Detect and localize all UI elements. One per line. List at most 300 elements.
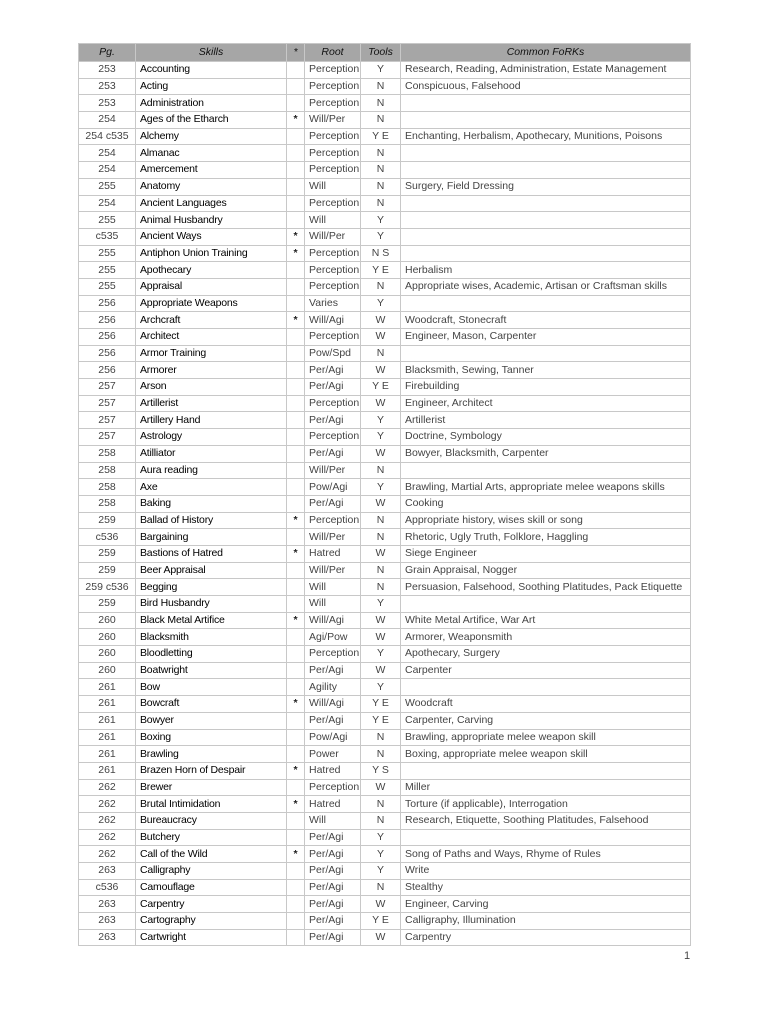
- row-forks: [401, 679, 691, 696]
- row-root: Perception: [305, 245, 361, 262]
- row-skill: Cartography: [136, 913, 287, 930]
- row-page: 263: [79, 896, 136, 913]
- row-star: [287, 445, 305, 462]
- row-forks: Rhetoric, Ugly Truth, Folklore, Haggling: [401, 529, 691, 546]
- row-tools: N S: [361, 245, 401, 262]
- row-root: Hatred: [305, 762, 361, 779]
- table-row: [79, 312, 691, 329]
- row-forks: Bowyer, Blacksmith, Carpenter: [401, 445, 691, 462]
- row-root: Perception: [305, 78, 361, 95]
- row-star: [287, 95, 305, 112]
- row-star: [287, 679, 305, 696]
- table-row: [79, 329, 691, 346]
- row-root: Perception: [305, 145, 361, 162]
- row-page: 261: [79, 679, 136, 696]
- row-page: 257: [79, 412, 136, 429]
- row-forks: Blacksmith, Sewing, Tanner: [401, 362, 691, 379]
- row-forks: [401, 145, 691, 162]
- row-skill: Beer Appraisal: [136, 562, 287, 579]
- row-page: 255: [79, 262, 136, 279]
- row-forks: Engineer, Mason, Carpenter: [401, 329, 691, 346]
- row-root: Perception: [305, 128, 361, 145]
- row-forks: Boxing, appropriate melee weapon skill: [401, 746, 691, 763]
- row-tools: Y: [361, 479, 401, 496]
- row-root: Will: [305, 178, 361, 195]
- row-forks: Research, Reading, Administration, Estate Management: [401, 62, 691, 79]
- row-tools: Y: [361, 429, 401, 446]
- row-star: [287, 913, 305, 930]
- row-skill: Artillerist: [136, 395, 287, 412]
- table-row: [79, 62, 691, 79]
- row-tools: N: [361, 112, 401, 129]
- row-tools: N: [361, 746, 401, 763]
- row-page: 258: [79, 462, 136, 479]
- row-forks: Cooking: [401, 495, 691, 512]
- table-row: [79, 295, 691, 312]
- table-row: [79, 729, 691, 746]
- row-tools: Y: [361, 646, 401, 663]
- row-star: *: [287, 545, 305, 562]
- table-row: [79, 228, 691, 245]
- row-skill: Administration: [136, 95, 287, 112]
- row-page: 256: [79, 362, 136, 379]
- row-star: [287, 596, 305, 613]
- table-row: [79, 212, 691, 229]
- table-row: [79, 579, 691, 596]
- row-page: 259: [79, 596, 136, 613]
- row-star: *: [287, 245, 305, 262]
- row-tools: Y: [361, 863, 401, 880]
- row-skill: Bargaining: [136, 529, 287, 546]
- row-skill: Cartwright: [136, 929, 287, 946]
- table-row: [79, 112, 691, 129]
- row-root: Will/Per: [305, 462, 361, 479]
- row-skill: Archcraft: [136, 312, 287, 329]
- row-forks: Woodcraft: [401, 696, 691, 713]
- row-page: 256: [79, 329, 136, 346]
- table-row: [79, 863, 691, 880]
- row-skill: Acting: [136, 78, 287, 95]
- row-root: Per/Agi: [305, 879, 361, 896]
- table-row: [79, 746, 691, 763]
- row-root: Agility: [305, 679, 361, 696]
- row-skill: Boatwright: [136, 662, 287, 679]
- row-forks: Conspicuous, Falsehood: [401, 78, 691, 95]
- row-star: [287, 929, 305, 946]
- row-forks: Armorer, Weaponsmith: [401, 629, 691, 646]
- row-skill: Carpentry: [136, 896, 287, 913]
- row-star: [287, 479, 305, 496]
- row-page: 255: [79, 212, 136, 229]
- table-row: [79, 829, 691, 846]
- table-row: [79, 128, 691, 145]
- row-star: [287, 879, 305, 896]
- row-tools: W: [361, 662, 401, 679]
- row-skill: Ballad of History: [136, 512, 287, 529]
- row-forks: [401, 295, 691, 312]
- row-skill: Antiphon Union Training: [136, 245, 287, 262]
- row-root: Will/Per: [305, 529, 361, 546]
- row-tools: N: [361, 278, 401, 295]
- row-star: *: [287, 512, 305, 529]
- table-row: [79, 562, 691, 579]
- row-tools: W: [361, 362, 401, 379]
- row-skill: Appraisal: [136, 278, 287, 295]
- row-page: 256: [79, 312, 136, 329]
- row-star: [287, 329, 305, 346]
- row-skill: Begging: [136, 579, 287, 596]
- row-skill: Armorer: [136, 362, 287, 379]
- row-forks: Firebuilding: [401, 379, 691, 396]
- row-skill: Ancient Ways: [136, 228, 287, 245]
- table-row: [79, 145, 691, 162]
- row-page: 258: [79, 479, 136, 496]
- row-skill: Bureaucracy: [136, 812, 287, 829]
- row-root: Per/Agi: [305, 495, 361, 512]
- row-star: [287, 345, 305, 362]
- row-page: 253: [79, 78, 136, 95]
- row-skill: Astrology: [136, 429, 287, 446]
- row-page: 259 c536: [79, 579, 136, 596]
- row-tools: N: [361, 879, 401, 896]
- row-root: Per/Agi: [305, 846, 361, 863]
- row-forks: Carpentry: [401, 929, 691, 946]
- row-page: 260: [79, 662, 136, 679]
- row-skill: Baking: [136, 495, 287, 512]
- row-star: *: [287, 228, 305, 245]
- table-row: [79, 545, 691, 562]
- table-row: [79, 612, 691, 629]
- row-star: [287, 746, 305, 763]
- row-root: Perception: [305, 646, 361, 663]
- row-tools: Y: [361, 596, 401, 613]
- table-row: [79, 362, 691, 379]
- row-skill: Architect: [136, 329, 287, 346]
- row-skill: Brawling: [136, 746, 287, 763]
- row-forks: [401, 462, 691, 479]
- row-forks: Research, Etiquette, Soothing Platitudes, Falsehood: [401, 812, 691, 829]
- row-tools: Y: [361, 228, 401, 245]
- table-row: [79, 696, 691, 713]
- row-root: Per/Agi: [305, 896, 361, 913]
- row-skill: Alchemy: [136, 128, 287, 145]
- row-page: 256: [79, 295, 136, 312]
- row-root: Power: [305, 746, 361, 763]
- row-tools: Y E: [361, 262, 401, 279]
- row-root: Perception: [305, 329, 361, 346]
- row-page: 254 c535: [79, 128, 136, 145]
- row-skill: Call of the Wild: [136, 846, 287, 863]
- header-row: [79, 44, 691, 62]
- page-number: 1: [684, 950, 691, 962]
- row-page: c536: [79, 879, 136, 896]
- row-forks: Miller: [401, 779, 691, 796]
- row-forks: Torture (if applicable), Interrogation: [401, 796, 691, 813]
- row-root: Per/Agi: [305, 362, 361, 379]
- row-star: [287, 863, 305, 880]
- row-root: Per/Agi: [305, 829, 361, 846]
- table-row: [79, 445, 691, 462]
- row-skill: Arson: [136, 379, 287, 396]
- header-star: *: [287, 44, 305, 62]
- row-page: 254: [79, 112, 136, 129]
- table-row: [79, 395, 691, 412]
- header-pg: Pg.: [79, 44, 136, 62]
- row-forks: Engineer, Carving: [401, 896, 691, 913]
- row-tools: N: [361, 729, 401, 746]
- table-row: [79, 278, 691, 295]
- row-root: Will/Per: [305, 112, 361, 129]
- row-root: Per/Agi: [305, 379, 361, 396]
- row-page: 253: [79, 62, 136, 79]
- row-star: *: [287, 796, 305, 813]
- row-page: 257: [79, 429, 136, 446]
- row-root: Will/Agi: [305, 696, 361, 713]
- row-skill: Anatomy: [136, 178, 287, 195]
- row-page: 258: [79, 445, 136, 462]
- row-root: Per/Agi: [305, 412, 361, 429]
- row-star: [287, 896, 305, 913]
- row-forks: Engineer, Architect: [401, 395, 691, 412]
- row-star: [287, 262, 305, 279]
- table-row: [79, 529, 691, 546]
- row-tools: W: [361, 495, 401, 512]
- row-star: [287, 62, 305, 79]
- row-skill: Almanac: [136, 145, 287, 162]
- row-page: 262: [79, 779, 136, 796]
- row-star: [287, 579, 305, 596]
- table-row: [79, 345, 691, 362]
- row-page: 263: [79, 929, 136, 946]
- row-page: 261: [79, 746, 136, 763]
- row-star: [287, 395, 305, 412]
- row-page: 262: [79, 812, 136, 829]
- row-page: 261: [79, 762, 136, 779]
- row-skill: Boxing: [136, 729, 287, 746]
- row-skill: Bird Husbandry: [136, 596, 287, 613]
- row-root: Per/Agi: [305, 662, 361, 679]
- table-row: [79, 95, 691, 112]
- row-tools: Y: [361, 295, 401, 312]
- row-forks: Doctrine, Symbology: [401, 429, 691, 446]
- row-star: [287, 78, 305, 95]
- row-forks: Write: [401, 863, 691, 880]
- row-root: Perception: [305, 779, 361, 796]
- row-star: [287, 362, 305, 379]
- table-row: [79, 812, 691, 829]
- row-star: [287, 128, 305, 145]
- row-root: Hatred: [305, 796, 361, 813]
- row-root: Perception: [305, 429, 361, 446]
- row-skill: Bowcraft: [136, 696, 287, 713]
- row-skill: Appropriate Weapons: [136, 295, 287, 312]
- row-root: Will/Agi: [305, 612, 361, 629]
- row-tools: Y E: [361, 128, 401, 145]
- row-skill: Artillery Hand: [136, 412, 287, 429]
- table-row: [79, 495, 691, 512]
- row-page: c535: [79, 228, 136, 245]
- row-forks: Brawling, Martial Arts, appropriate melee weapons skills: [401, 479, 691, 496]
- row-tools: Y: [361, 412, 401, 429]
- row-forks: [401, 345, 691, 362]
- row-skill: Apothecary: [136, 262, 287, 279]
- row-tools: W: [361, 395, 401, 412]
- row-star: [287, 429, 305, 446]
- row-tools: N: [361, 462, 401, 479]
- table-row: [79, 629, 691, 646]
- row-page: 257: [79, 395, 136, 412]
- row-forks: [401, 162, 691, 179]
- row-page: 260: [79, 612, 136, 629]
- row-root: Hatred: [305, 545, 361, 562]
- row-tools: N: [361, 562, 401, 579]
- row-tools: N: [361, 178, 401, 195]
- row-root: Per/Agi: [305, 913, 361, 930]
- row-root: Per/Agi: [305, 445, 361, 462]
- row-tools: W: [361, 612, 401, 629]
- row-forks: Apothecary, Surgery: [401, 646, 691, 663]
- row-forks: [401, 95, 691, 112]
- row-tools: Y: [361, 829, 401, 846]
- row-star: [287, 212, 305, 229]
- row-skill: Atilliator: [136, 445, 287, 462]
- row-tools: W: [361, 445, 401, 462]
- row-root: Perception: [305, 512, 361, 529]
- row-tools: Y: [361, 62, 401, 79]
- table-row: [79, 245, 691, 262]
- row-skill: Calligraphy: [136, 863, 287, 880]
- row-page: 256: [79, 345, 136, 362]
- row-forks: Artillerist: [401, 412, 691, 429]
- row-root: Perception: [305, 95, 361, 112]
- row-skill: Bloodletting: [136, 646, 287, 663]
- row-forks: White Metal Artifice, War Art: [401, 612, 691, 629]
- row-forks: Herbalism: [401, 262, 691, 279]
- row-skill: Black Metal Artifice: [136, 612, 287, 629]
- row-root: Perception: [305, 262, 361, 279]
- table-row: [79, 78, 691, 95]
- row-forks: [401, 245, 691, 262]
- row-star: [287, 562, 305, 579]
- row-tools: W: [361, 312, 401, 329]
- table-row: [79, 429, 691, 446]
- row-star: [287, 712, 305, 729]
- row-root: Perception: [305, 62, 361, 79]
- row-skill: Bowyer: [136, 712, 287, 729]
- row-star: [287, 145, 305, 162]
- row-page: 259: [79, 545, 136, 562]
- row-skill: Bastions of Hatred: [136, 545, 287, 562]
- row-root: Will/Agi: [305, 312, 361, 329]
- row-star: *: [287, 312, 305, 329]
- row-tools: W: [361, 629, 401, 646]
- row-skill: Animal Husbandry: [136, 212, 287, 229]
- row-forks: [401, 762, 691, 779]
- row-skill: Accounting: [136, 62, 287, 79]
- table-row: [79, 896, 691, 913]
- row-star: *: [287, 846, 305, 863]
- row-tools: N: [361, 78, 401, 95]
- row-root: Perception: [305, 162, 361, 179]
- row-star: *: [287, 762, 305, 779]
- row-star: [287, 812, 305, 829]
- row-skill: Brewer: [136, 779, 287, 796]
- table-row: [79, 596, 691, 613]
- row-star: [287, 379, 305, 396]
- row-page: 255: [79, 245, 136, 262]
- row-page: 261: [79, 712, 136, 729]
- table-row: [79, 412, 691, 429]
- row-skill: Brutal Intimidation: [136, 796, 287, 813]
- row-skill: Armor Training: [136, 345, 287, 362]
- row-tools: Y E: [361, 913, 401, 930]
- row-star: [287, 178, 305, 195]
- row-star: *: [287, 612, 305, 629]
- row-star: [287, 295, 305, 312]
- row-skill: Butchery: [136, 829, 287, 846]
- row-star: [287, 195, 305, 212]
- header-skills: Skills: [136, 44, 287, 62]
- row-star: [287, 462, 305, 479]
- row-tools: Y: [361, 212, 401, 229]
- row-root: Pow/Agi: [305, 479, 361, 496]
- row-page: 254: [79, 195, 136, 212]
- table-row: [79, 379, 691, 396]
- row-tools: W: [361, 896, 401, 913]
- row-forks: Persuasion, Falsehood, Soothing Platitudes, Pack Etiquette: [401, 579, 691, 596]
- row-skill: Camouflage: [136, 879, 287, 896]
- row-tools: N: [361, 345, 401, 362]
- row-root: Will/Per: [305, 228, 361, 245]
- row-tools: N: [361, 796, 401, 813]
- header-tools: Tools: [361, 44, 401, 62]
- header-common-forks: Common FoRKs: [401, 44, 691, 62]
- row-forks: Brawling, appropriate melee weapon skill: [401, 729, 691, 746]
- row-page: 259: [79, 512, 136, 529]
- table-row: [79, 679, 691, 696]
- row-star: [287, 495, 305, 512]
- row-star: [287, 829, 305, 846]
- row-page: 260: [79, 646, 136, 663]
- table-row: [79, 512, 691, 529]
- row-tools: Y: [361, 846, 401, 863]
- table-row: [79, 762, 691, 779]
- row-page: 255: [79, 178, 136, 195]
- table-row: [79, 195, 691, 212]
- row-skill: Amercement: [136, 162, 287, 179]
- row-root: Pow/Agi: [305, 729, 361, 746]
- row-skill: Brazen Horn of Despair: [136, 762, 287, 779]
- row-forks: [401, 596, 691, 613]
- row-page: 254: [79, 145, 136, 162]
- row-forks: Enchanting, Herbalism, Apothecary, Munitions, Poisons: [401, 128, 691, 145]
- row-tools: W: [361, 929, 401, 946]
- row-tools: N: [361, 579, 401, 596]
- table-row: [79, 462, 691, 479]
- row-page: 259: [79, 562, 136, 579]
- row-page: 253: [79, 95, 136, 112]
- row-root: Perception: [305, 278, 361, 295]
- row-page: 263: [79, 863, 136, 880]
- row-forks: Appropriate wises, Academic, Artisan or Craftsman skills: [401, 278, 691, 295]
- row-page: 255: [79, 278, 136, 295]
- row-tools: N: [361, 145, 401, 162]
- row-page: 260: [79, 629, 136, 646]
- row-star: [287, 729, 305, 746]
- row-skill: Bow: [136, 679, 287, 696]
- row-root: Agi/Pow: [305, 629, 361, 646]
- table-row: [79, 929, 691, 946]
